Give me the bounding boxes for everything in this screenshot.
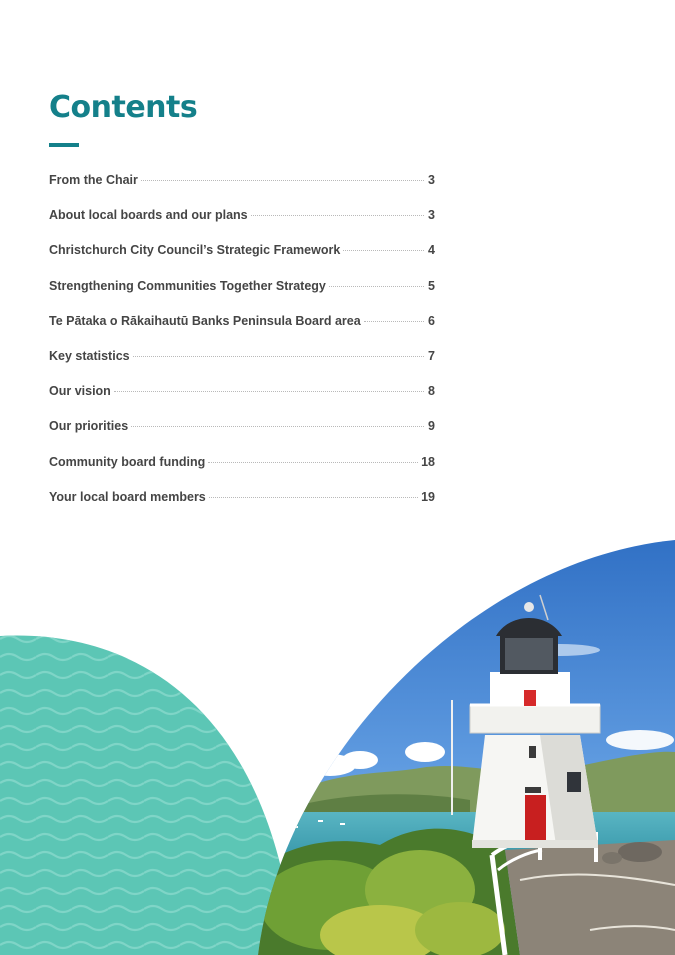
- teal-wave-shape: [0, 636, 295, 955]
- toc-entry-page: 9: [428, 419, 435, 434]
- toc-entry-page: 3: [428, 208, 435, 223]
- toc-entry-label: Christchurch City Council’s Strategic Framework: [49, 243, 341, 258]
- toc-entry-page: 18: [421, 454, 435, 469]
- toc-entry-page: 7: [428, 348, 435, 363]
- toc-entry-label: From the Chair: [49, 173, 138, 187]
- toc-entry-page: 19: [421, 489, 435, 504]
- toc-entry-label: Community board funding: [49, 454, 206, 469]
- toc-entry-label: Key statistics: [49, 348, 130, 363]
- toc-entry-label: Your local board members: [49, 489, 206, 504]
- toc-entry-page: 5: [428, 278, 435, 293]
- toc-entry-label: Our vision: [49, 384, 111, 399]
- toc-entry-page: 6: [428, 313, 435, 328]
- toc-entry-page: 8: [428, 384, 435, 399]
- toc-entry-label: Strengthening Communities Together Strategy: [49, 278, 326, 293]
- toc-entry-page: 4: [428, 243, 435, 258]
- toc-entry-page: 3: [428, 173, 435, 187]
- lighthouse-photo: [250, 530, 675, 955]
- toc-entry-label: Our priorities: [49, 419, 129, 434]
- toc-entry-label: About local boards and our plans: [49, 208, 248, 223]
- toc-entry-label: Te Pātaka o Rākaihautū Banks Peninsula Board area: [49, 313, 361, 328]
- page-title: Contents: [49, 90, 198, 125]
